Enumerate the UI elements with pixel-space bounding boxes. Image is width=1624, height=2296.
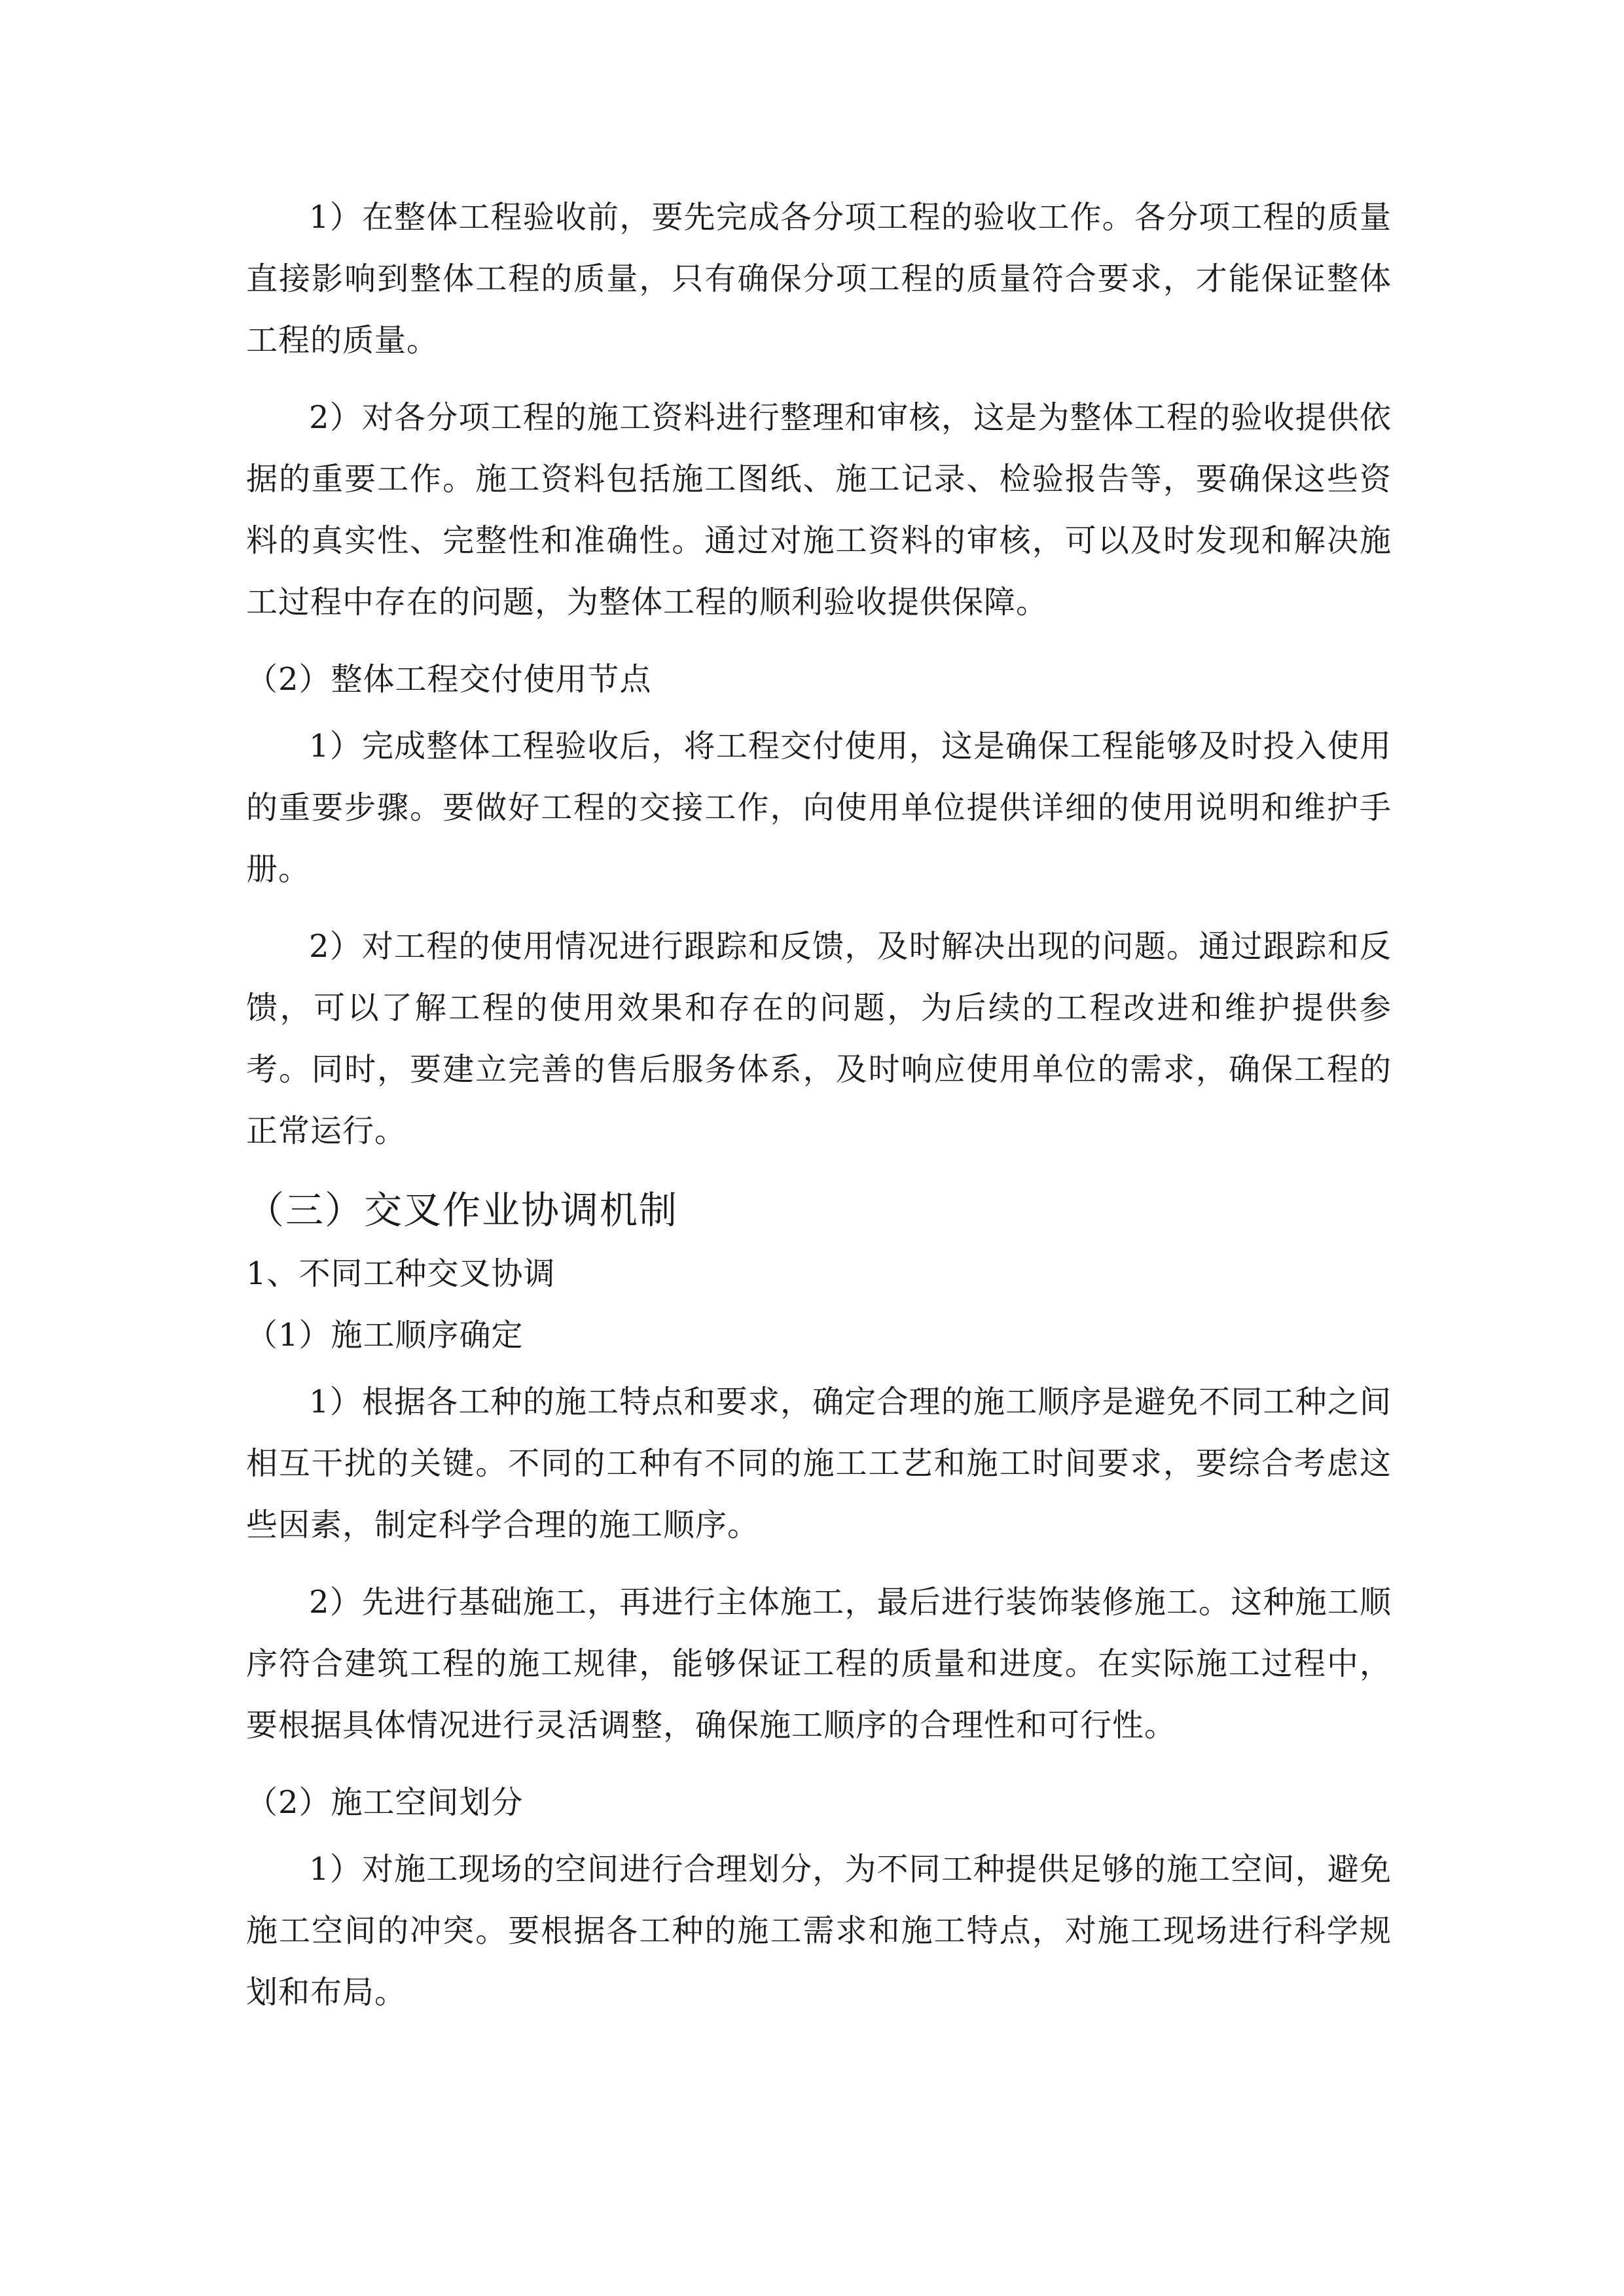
subheading-delivery-node: （2）整体工程交付使用节点 <box>246 661 652 698</box>
document-body <box>246 187 1392 2039</box>
paragraph-space-planning: 1）对施工现场的空间进行合理划分，为不同工种提供足够的施工空间，避免施工空间的冲突。要根据各工种的施工需求和施工特点，对施工现场进行科学规划和布局。 <box>246 1851 1392 2011</box>
paragraph-order-sequence: 2）先进行基础施工，再进行主体施工，最后进行装饰装修施工。这种施工顺序符合建筑工程的施工规律，能够保证工程的质量和进度。在实际施工过程中，要根据具体情况进行灵活调整，确保施工顺序的合理性和可行性。 <box>246 1584 1392 1744</box>
paragraph-handover: 1）完成整体工程验收后，将工程交付使用，这是确保工程能够及时投入使用的重要步骤。要做好工程的交接工作，向使用单位提供详细的使用说明和维护手册。 <box>246 728 1392 888</box>
subheading-construction-order: （1）施工顺序确定 <box>246 1317 524 1354</box>
section-heading-cross-coordination: （三）交叉作业协调机制 <box>246 1188 679 1232</box>
paragraph-order-principle: 1）根据各工种的施工特点和要求，确定合理的施工顺序是避免不同工种之间相互干扰的关键。不同的工种有不同的施工工艺和施工时间要求，要综合考虑这些因素，制定科学合理的施工顺序。 <box>246 1384 1392 1543</box>
heading-trade-coordination: 1、不同工种交叉协调 <box>246 1255 556 1292</box>
subheading-space-division: （2）施工空间划分 <box>246 1784 524 1821</box>
paragraph-acceptance-sub-items: 1）在整体工程验收前，要先完成各分项工程的验收工作。各分项工程的质量直接影响到整体工程的质量，只有确保分项工程的质量符合要求，才能保证整体工程的质量。 <box>246 199 1392 359</box>
paragraph-construction-records: 2）对各分项工程的施工资料进行整理和审核，这是为整体工程的验收提供依据的重要工作。施工资料包括施工图纸、施工记录、检验报告等，要确保这些资料的真实性、完整性和准确性。通过对施工资料的审核，可以及时发现和解决施工过程中存在的问题，为整体工程的顺利验收提供保障。 <box>246 399 1392 620</box>
paragraph-tracking-feedback: 2）对工程的使用情况进行跟踪和反馈，及时解决出现的问题。通过跟踪和反馈，可以了解工程的使用效果和存在的问题，为后续的工程改进和维护提供参考。同时，要建立完善的售后服务体系，及时响应使用单位的需求，确保工程的正常运行。 <box>246 928 1392 1149</box>
